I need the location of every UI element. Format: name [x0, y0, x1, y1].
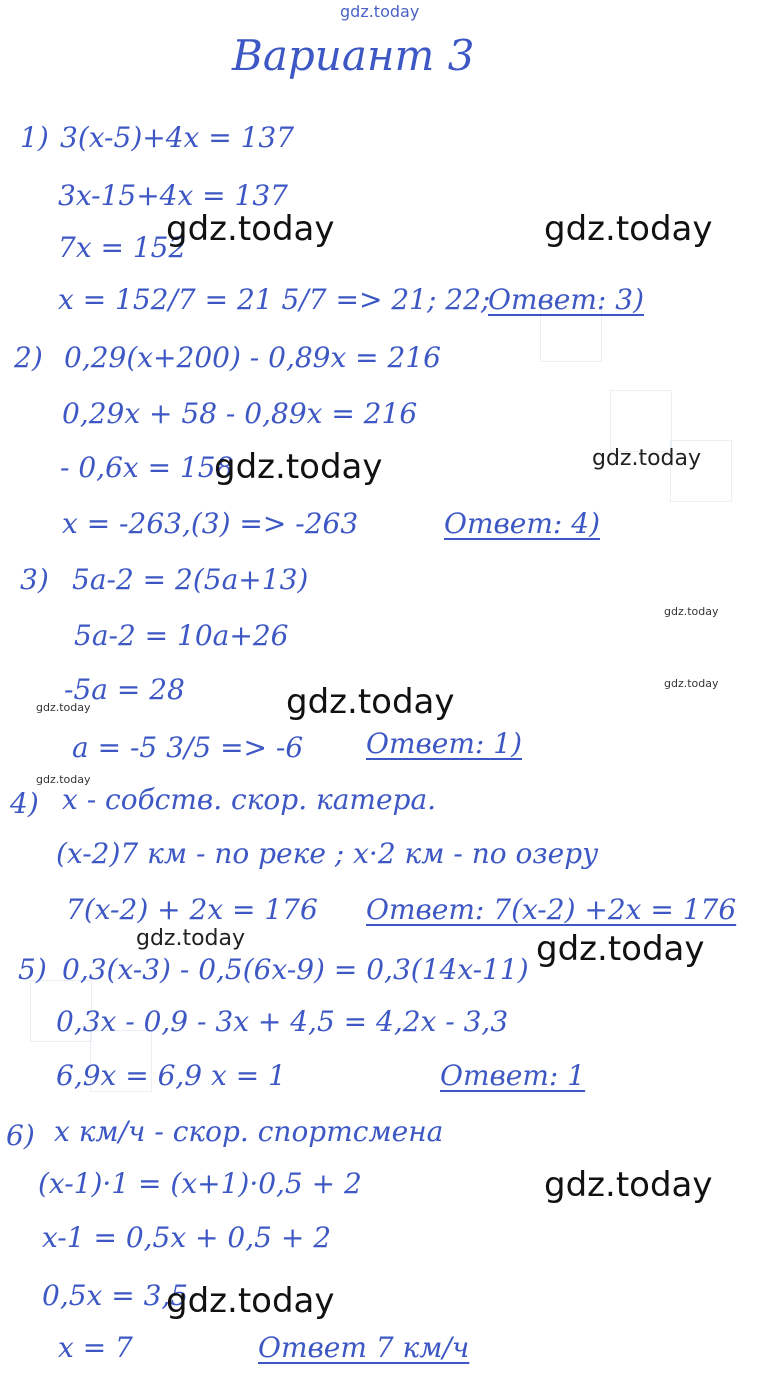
problem-1-line-4: x = 152/7 = 21 5/7 => 21; 22;: [58, 283, 491, 316]
page-title: Вариант 3: [232, 31, 475, 80]
problem-6-answer: Ответ 7 км/ч: [258, 1331, 470, 1364]
problem-2-line-4: x = -263,(3) => -263: [62, 507, 359, 540]
problem-1-number: 1): [20, 121, 49, 154]
problem-5-answer: Ответ: 1: [440, 1059, 586, 1092]
watermark-large: gdz.today: [166, 209, 335, 249]
problem-2-line-1: 0,29(x+200) - 0,89x = 216: [64, 341, 441, 374]
problem-5-line-3: 6,9x = 6,9 x = 1: [56, 1059, 286, 1092]
watermark-small: gdz.today: [36, 773, 91, 786]
problem-1-line-1: 3(x-5)+4x = 137: [60, 121, 295, 154]
problem-1-answer: Ответ: 3): [488, 283, 644, 316]
watermark-medium: gdz.today: [136, 926, 246, 951]
watermark-large: gdz.today: [214, 447, 383, 487]
problem-3-line-2: 5a-2 = 10a+26: [74, 619, 289, 652]
watermark-medium: gdz.today: [592, 446, 702, 471]
problem-6-line-2: (x-1)·1 = (x+1)·0,5 + 2: [38, 1167, 362, 1200]
watermark-large: gdz.today: [544, 1165, 713, 1205]
problem-3-line-3: -5a = 28: [64, 673, 185, 706]
problem-4-line-2: (x-2)7 км - по реке ; x·2 км - по озеру: [56, 837, 599, 870]
problem-6-line-3: x-1 = 0,5x + 0,5 + 2: [42, 1221, 332, 1254]
problem-4-number: 4): [10, 787, 39, 820]
problem-6-number: 6): [6, 1119, 35, 1152]
problem-6-line-4: 0,5x = 3,5: [42, 1279, 189, 1312]
watermark-large: gdz.today: [166, 1281, 335, 1321]
problem-6-line-5: x = 7: [58, 1331, 133, 1364]
problem-4-answer: Ответ: 7(x-2) +2x = 176: [366, 893, 737, 926]
problem-2-number: 2): [14, 341, 43, 374]
problem-3-line-1: 5a-2 = 2(5a+13): [72, 563, 309, 596]
watermark-small: gdz.today: [36, 701, 91, 714]
problem-5-line-1: 0,3(x-3) - 0,5(6x-9) = 0,3(14x-11): [62, 953, 529, 986]
problem-5-number: 5): [18, 953, 47, 986]
problem-4-line-3: 7(x-2) + 2x = 176: [66, 893, 318, 926]
watermark-large: gdz.today: [286, 682, 455, 722]
problem-1-line-3: 7x = 152: [58, 231, 187, 264]
faint-grid: [610, 390, 672, 452]
watermark-large: gdz.today: [536, 929, 705, 969]
watermark-small: gdz.today: [664, 677, 719, 690]
problem-3-line-4: a = -5 3/5 => -6: [72, 731, 304, 764]
problem-3-answer: Ответ: 1): [366, 727, 522, 760]
problem-2-line-2: 0,29x + 58 - 0,89x = 216: [62, 397, 418, 430]
problem-1-line-2: 3x-15+4x = 137: [58, 179, 288, 212]
problem-3-number: 3): [20, 563, 49, 596]
problem-2-line-3: - 0,6x = 158: [60, 451, 234, 484]
problem-4-line-1: x - собств. скор. катера.: [62, 783, 437, 816]
watermark-small: gdz.today: [664, 605, 719, 618]
problem-2-answer: Ответ: 4): [444, 507, 600, 540]
problem-6-line-1: x км/ч - скор. спортсмена: [54, 1115, 444, 1148]
problem-5-line-2: 0,3x - 0,9 - 3x + 4,5 = 4,2x - 3,3: [56, 1005, 509, 1038]
watermark-top: gdz.today: [340, 2, 420, 21]
watermark-large: gdz.today: [544, 209, 713, 249]
